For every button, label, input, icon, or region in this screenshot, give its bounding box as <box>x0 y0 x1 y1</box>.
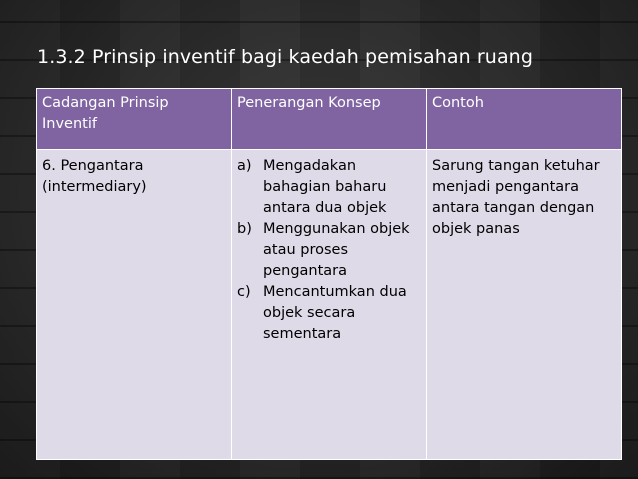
list-marker: b) <box>237 221 252 237</box>
principle-cell: 6. Pengantara (intermediary) <box>37 150 232 460</box>
list-item-text: Mengadakan bahagian baharu antara dua objek <box>263 158 387 216</box>
concept-cell <box>232 150 427 460</box>
header-cadangan-prinsip: Cadangan Prinsip Inventif <box>37 89 232 150</box>
list-item <box>237 282 421 345</box>
slide-title: 1.3.2 Prinsip inventif bagi kaedah pemisahan ruang <box>37 46 533 68</box>
table-header-row <box>37 89 622 150</box>
list-item-text: Mencantumkan dua objek secara sementara <box>263 284 407 342</box>
header-penerangan-konsep: Penerangan Konsep <box>232 89 427 150</box>
example-cell: Sarung tangan ketuhar menjadi pengantara antara tangan dengan objek panas <box>427 150 622 460</box>
list-item-text: Menggunakan objek atau proses pengantara <box>263 221 410 279</box>
table-row <box>37 150 622 460</box>
concept-list <box>237 156 421 345</box>
list-marker: c) <box>237 284 251 300</box>
concept-table <box>36 88 622 460</box>
list-marker: a) <box>237 158 252 174</box>
list-item <box>237 219 421 282</box>
header-contoh: Contoh <box>427 89 622 150</box>
list-item <box>237 156 421 219</box>
